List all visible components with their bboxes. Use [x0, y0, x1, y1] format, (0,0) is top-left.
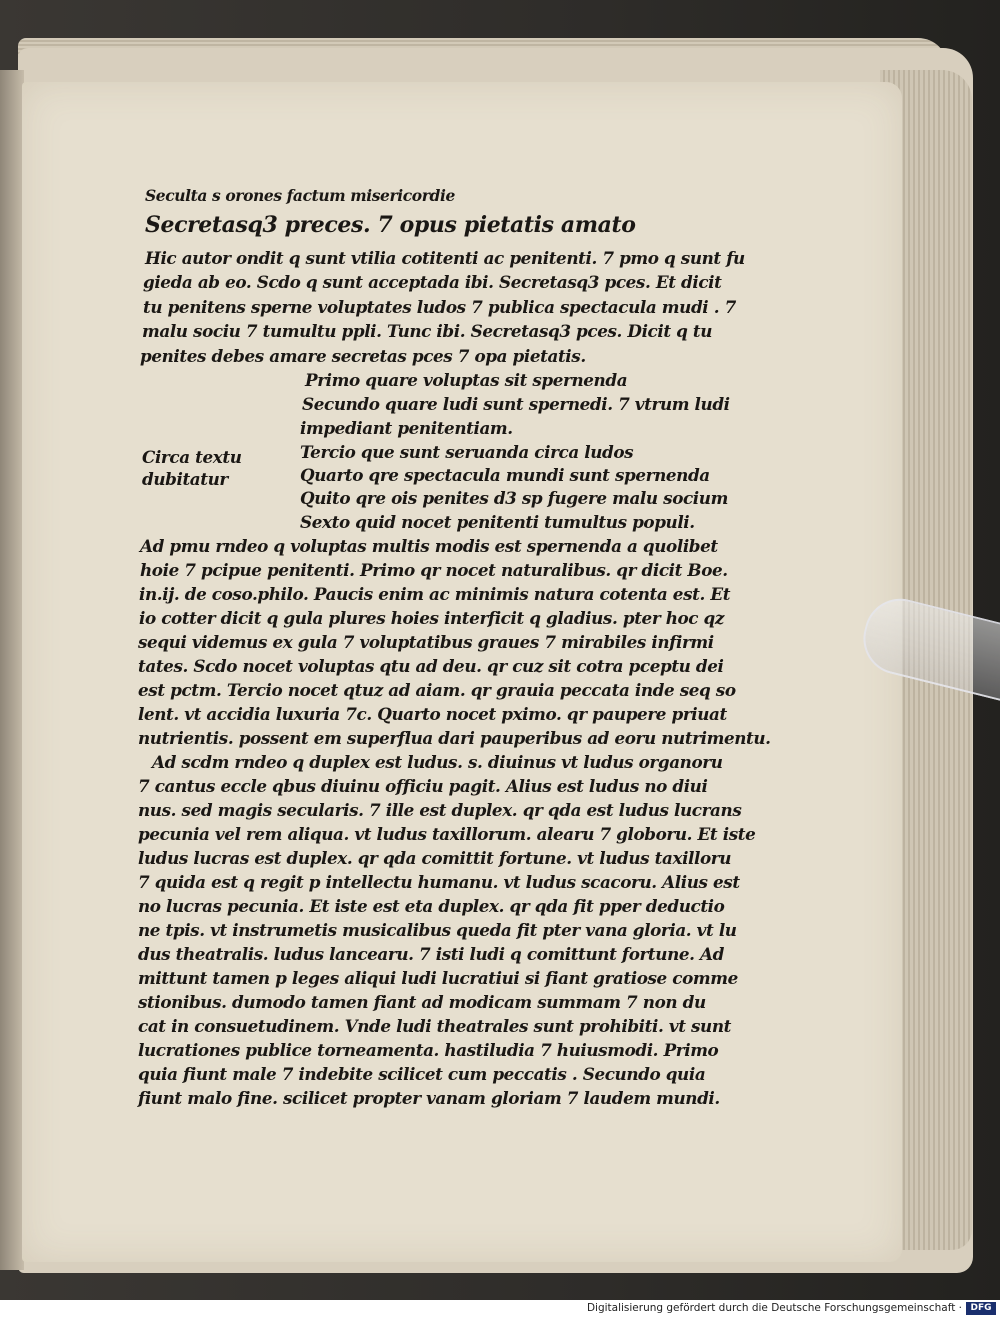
text-line: malu sociu 7 tumultu ppli. Tunc ibi. Secretasq3 pces. Dicit q tu	[142, 321, 713, 341]
footer-bar	[0, 1300, 1000, 1317]
outline-item: Tercio que sunt seruanda circa ludos	[300, 442, 634, 462]
text-line: lent. vt accidia luxuria 7c. Quarto nocet pximo. qr paupere priuat	[138, 704, 727, 724]
text-line: no lucras pecunia. Et iste est eta duplex. qr qda fit pper deductio	[138, 896, 725, 916]
text-line: est pctm. Tercio nocet qtuz ad aiam. qr grauia peccata inde seq so	[138, 680, 736, 700]
text-line: quia fiunt male 7 indebite scilicet cum peccatis . Secundo quia	[138, 1064, 706, 1084]
text-line: io cotter dicit q gula plures hoies interficit q gladius. pter hoc qz	[139, 608, 725, 628]
margin-note: dubitatur	[142, 469, 228, 489]
page-heading: Secretasq3 preces. 7 opus pietatis amato	[145, 212, 636, 238]
text-line: tu penitens sperne voluptates ludos 7 publica spectacula mudi . 7	[143, 297, 736, 317]
text-line: cat in consuetudinem. Vnde ludi theatrales sunt prohibiti. vt sunt	[138, 1016, 731, 1036]
book-page	[22, 82, 902, 1262]
text-line: gieda ab eo. Scdo q sunt acceptada ibi. Secretasq3 pces. Et dicit	[143, 272, 722, 292]
margin-note: Circa textu	[142, 447, 242, 467]
dfg-logo[interactable]: DFG	[966, 1302, 996, 1315]
outline-item: Quarto qre spectacula mundi sunt spernenda	[300, 465, 710, 485]
text-line: penites debes amare secretas pces 7 opa pietatis.	[140, 346, 586, 366]
text-line: pecunia vel rem aliqua. vt ludus taxillorum. alearu 7 globoru. Et iste	[138, 824, 756, 844]
text-line: dus theatralis. ludus lancearu. 7 isti ludi q comittunt fortune. Ad	[138, 944, 724, 964]
outline-item: Quito qre ois penites d3 sp fugere malu socium	[300, 488, 728, 508]
text-line: Ad scdm rndeo q duplex est ludus. s. diuinus vt ludus organoru	[152, 752, 723, 772]
outline-item: Sexto quid nocet penitenti tumultus populi.	[300, 512, 695, 532]
text-line: nutrientis. possent em superflua dari pauperibus ad eoru nutrimentu.	[138, 728, 771, 748]
text-line: sequi videmus ex gula 7 voluptatibus graues 7 mirabiles infirmi	[138, 632, 714, 652]
text-line: hoie 7 pcipue penitenti. Primo qr nocet naturalibus. qr dicit Boe.	[140, 560, 728, 580]
outline-item: impediant penitentiam.	[300, 418, 513, 438]
book-spine-shadow	[0, 70, 24, 1270]
text-line: lucrationes publice torneamenta. hastiludia 7 huiusmodi. Primo	[138, 1040, 719, 1060]
text-line: mittunt tamen p leges aliqui ludi lucratiui si fiant gratiose comme	[138, 968, 738, 988]
text-line: fiunt malo fine. scilicet propter vanam gloriam 7 laudem mundi.	[138, 1088, 720, 1108]
text-line: nus. sed magis secularis. 7 ille est duplex. qr qda est ludus lucrans	[138, 800, 742, 820]
text-line: in.ij. de coso.philo. Paucis enim ac minimis natura cotenta est. Et	[139, 584, 731, 604]
text-line: tates. Scdo nocet voluptas qtu ad deu. qr cuz sit cotra pceptu dei	[138, 656, 724, 676]
outline-item: Secundo quare ludi sunt spernedi. 7 vtrum ludi	[302, 394, 730, 414]
text-line: 7 quida est q regit p intellectu humanu. vt ludus scacoru. Alius est	[138, 872, 740, 892]
gloss-line: Seculta s orones factum misericordie	[145, 186, 455, 205]
footer-credit: Digitalisierung gefördert durch die Deutsche Forschungsgemeinschaft ·	[586, 1302, 962, 1314]
text-line: Hic autor ondit q sunt vtilia cotitenti ac penitenti. 7 pmo q sunt fu	[145, 248, 745, 268]
text-line: 7 cantus eccle qbus diuinu officiu pagit. Alius est ludus no diui	[138, 776, 708, 796]
text-line: stionibus. dumodo tamen fiant ad modicam summam 7 non du	[138, 992, 706, 1012]
text-line: Ad pmu rndeo q voluptas multis modis est spernenda a quolibet	[140, 536, 718, 556]
text-line: ludus lucras est duplex. qr qda comittit fortune. vt ludus taxilloru	[138, 848, 732, 868]
outline-item: Primo quare voluptas sit spernenda	[305, 370, 628, 390]
text-line: ne tpis. vt instrumetis musicalibus queda fit pter vana gloria. vt lu	[138, 920, 737, 940]
